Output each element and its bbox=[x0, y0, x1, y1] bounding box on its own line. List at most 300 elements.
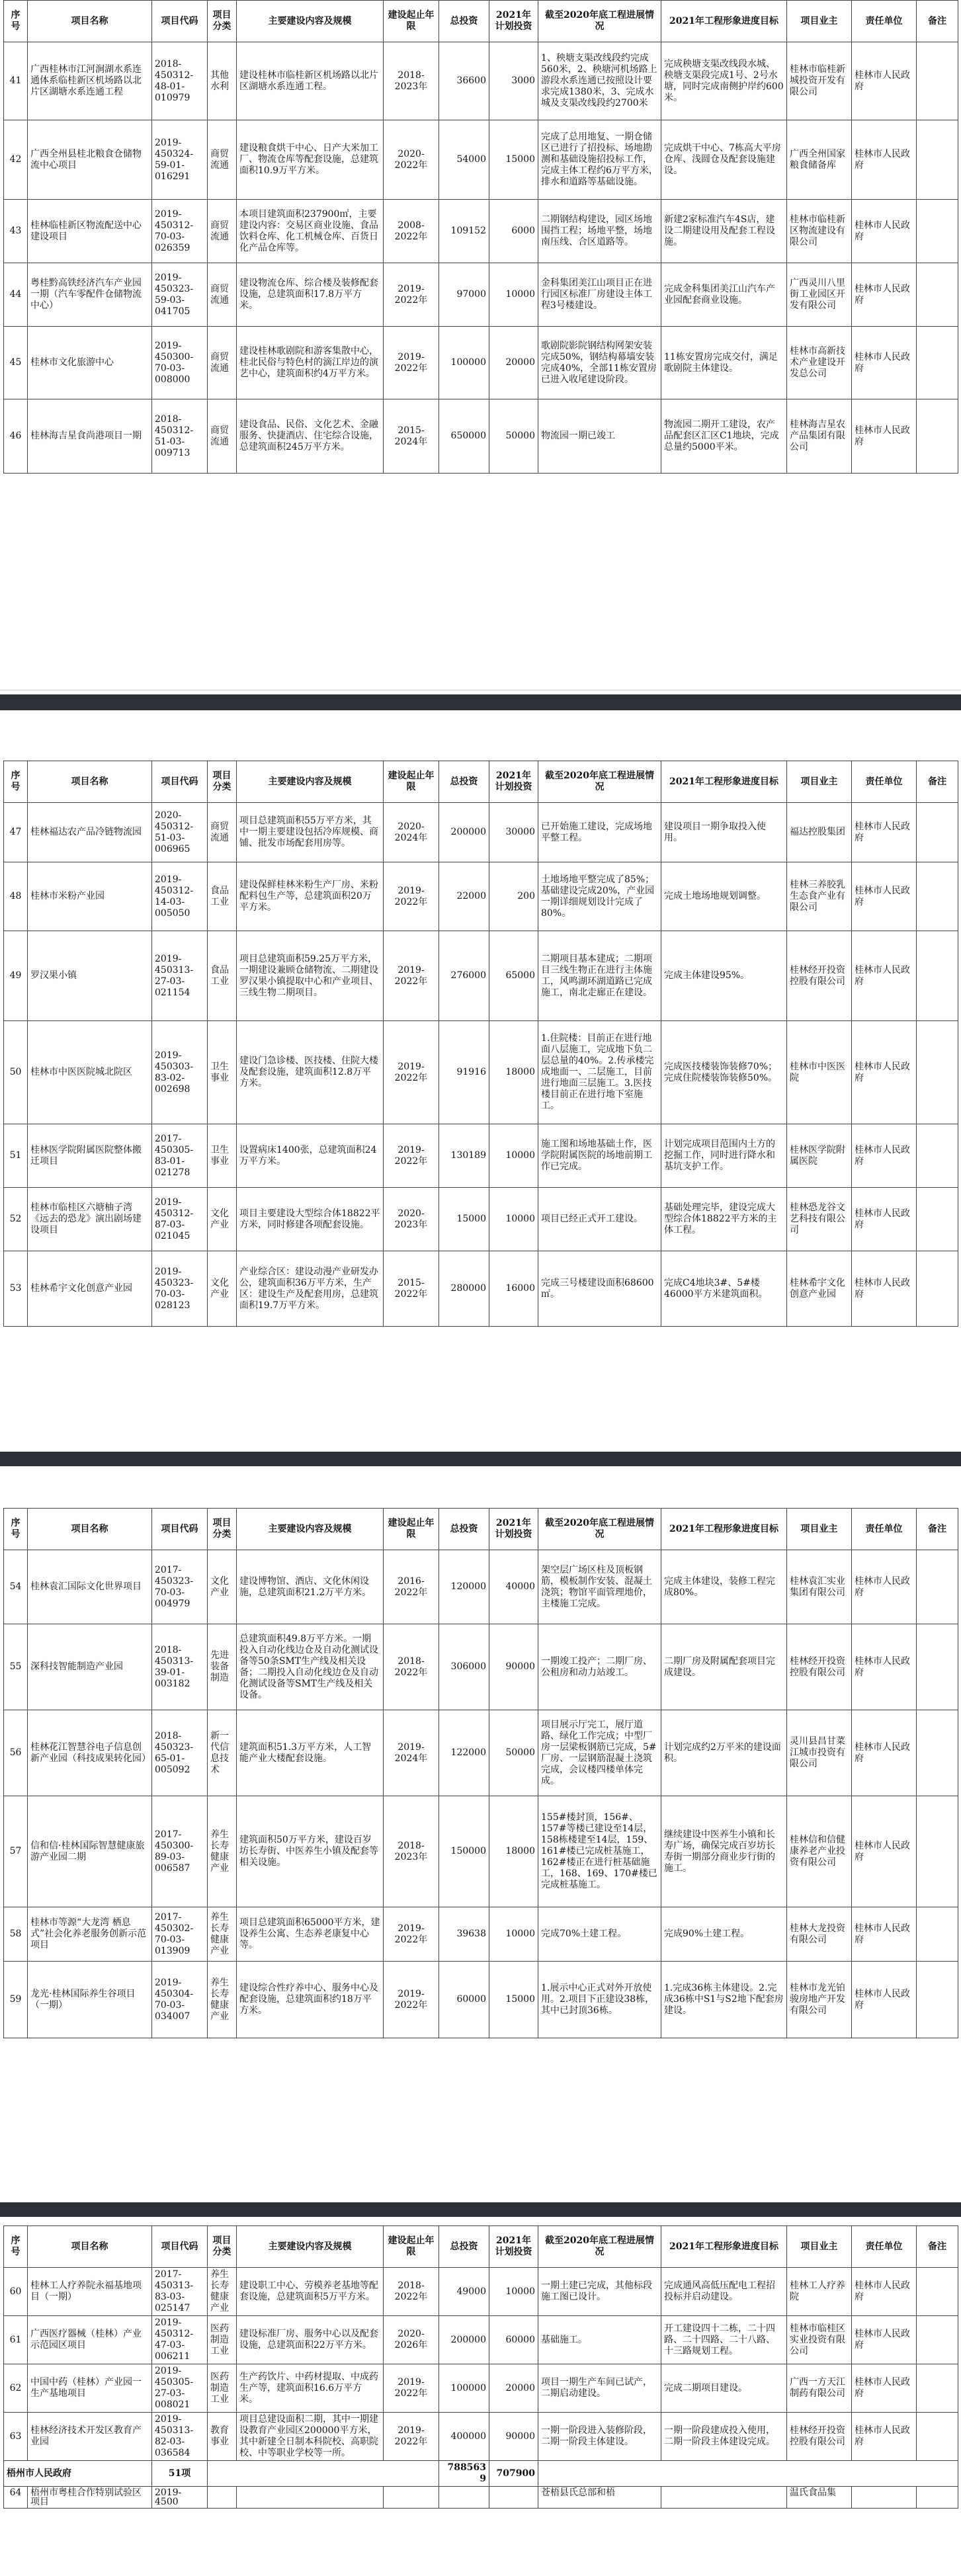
cell-owner: 桂林市高新技术产业建设开发总公司 bbox=[787, 327, 852, 399]
cell-code: 2017-450305-83-01-021278 bbox=[152, 1124, 208, 1188]
column-header: 总投资 bbox=[439, 2226, 489, 2268]
cell-unit: 桂林市人民政府 bbox=[852, 1710, 917, 1796]
column-header: 序号 bbox=[4, 1, 28, 42]
cell-cat: 卫生事业 bbox=[208, 1124, 237, 1188]
cell-target: 开工建设四十二栋，二十四路、二十四路、二十八路、十三路规划工程。 bbox=[661, 2316, 787, 2364]
cell-plan: 15000 bbox=[489, 120, 538, 200]
cell-cat: 商贸流通 bbox=[208, 327, 237, 399]
cell-period: 2020-2024年 bbox=[384, 803, 439, 862]
cell-total: 200000 bbox=[439, 2316, 489, 2364]
cell-note bbox=[917, 2268, 958, 2316]
cell-plan: 10000 bbox=[489, 1124, 538, 1188]
cell-name: 桂林袁汇国际文化世界项目 bbox=[28, 1550, 152, 1624]
column-header: 总投资 bbox=[439, 1, 489, 42]
cell-unit: 桂林市人民政府 bbox=[852, 2268, 917, 2316]
cell-cat: 养生长寿健康产业 bbox=[208, 1962, 237, 2038]
cell-period: 2016-2022年 bbox=[384, 1550, 439, 1624]
cell-period: 2019-2022年 bbox=[384, 263, 439, 327]
column-header: 项目业主 bbox=[787, 1, 852, 42]
cell-cat: 养生长寿健康产业 bbox=[208, 1796, 237, 1907]
cell-total: 400000 bbox=[439, 2413, 489, 2461]
cell-note bbox=[917, 1624, 958, 1710]
cell-period: 2015-2024年 bbox=[384, 399, 439, 474]
cell-no: 42 bbox=[4, 120, 28, 200]
table-row bbox=[4, 1550, 958, 1624]
cell-plan: 50000 bbox=[489, 1710, 538, 1796]
cell-code: 2017-450323-70-03-004979 bbox=[152, 1550, 208, 1624]
cell-note bbox=[917, 42, 958, 120]
cell-progress: 歌剧院影院钢结构网架安装完成50%，钢结构幕墙安装完成40%，全部11栋安置房已进入收尾建设阶段。 bbox=[538, 327, 661, 399]
cell-no: 63 bbox=[4, 2413, 28, 2461]
cell-note bbox=[917, 1021, 958, 1124]
cell-owner: 桂林三养胶乳生态食产业有限公司 bbox=[787, 862, 852, 931]
cell-owner: 桂林工人疗养院 bbox=[787, 2268, 852, 2316]
cell-period: 2019-2022年 bbox=[384, 862, 439, 931]
table-row bbox=[4, 803, 958, 862]
cell-unit: 桂林市人民政府 bbox=[852, 2413, 917, 2461]
cell-unit: 桂林市人民政府 bbox=[852, 120, 917, 200]
cell-progress: 二期钢结构建设，园区场地围挡工程；场地平整，场地南压线、合区道路等。 bbox=[538, 200, 661, 263]
cell-no: 59 bbox=[4, 1962, 28, 2038]
cell-owner: 广西灵川八里街工业园区开发有限公司 bbox=[787, 263, 852, 327]
cell-period: 2018-2023年 bbox=[384, 1796, 439, 1907]
column-header: 项目分类 bbox=[208, 2226, 237, 2268]
column-header: 备注 bbox=[917, 1509, 958, 1550]
cell-content: 建设标准厂房、服务中心以及配套设施，总建筑面积22万平方米。 bbox=[237, 2316, 384, 2364]
cell-target: 完成90%土建工程。 bbox=[661, 1907, 787, 1962]
cell-name: 桂林市文化旅游中心 bbox=[28, 327, 152, 399]
project-table-2 bbox=[3, 761, 958, 1327]
cell-progress: 物流园一期已竣工 bbox=[538, 399, 661, 474]
cell-cat: 养生长寿健康产业 bbox=[208, 2268, 237, 2316]
cell-cat: 商贸流通 bbox=[208, 263, 237, 327]
cell-progress: 一期竣工投产；二期厂房、公租房和动力站竣工。 bbox=[538, 1624, 661, 1710]
header-row bbox=[4, 761, 958, 803]
cell-owner: 桂林经开投资控股有限公司 bbox=[787, 2413, 852, 2461]
column-header: 2021年工程形象进度目标 bbox=[661, 1, 787, 42]
cell-no: 55 bbox=[4, 1624, 28, 1710]
cell-code: 2019-450304-70-03-034007 bbox=[152, 1962, 208, 2038]
column-header: 项目名称 bbox=[28, 1, 152, 42]
cell-name: 桂林工人疗养院永福基地项目（一期） bbox=[28, 2268, 152, 2316]
cell-plan bbox=[489, 2487, 538, 2509]
cell-content: 项目总建筑面积55万平方米，其中一期主要建设包括冷库规模、商铺、批发市场配套用房等。 bbox=[237, 803, 384, 862]
cell-no: 53 bbox=[4, 1251, 28, 1327]
cell-period: 2019-2024年 bbox=[384, 1710, 439, 1796]
cell-no: 43 bbox=[4, 200, 28, 263]
column-header: 项目代码 bbox=[152, 761, 208, 803]
cell-owner: 桂林市临桂新区物流建设有限公司 bbox=[787, 200, 852, 263]
cell-note bbox=[917, 120, 958, 200]
cell-progress: 二期项目基本建成；二期项目三线生物正在进行主体施工，风鸣湖环湖道路已完成施工，南北走廊正在建设。 bbox=[538, 931, 661, 1021]
cell-note bbox=[917, 399, 958, 474]
cell-plan: 10000 bbox=[489, 1188, 538, 1251]
cell-no: 56 bbox=[4, 1710, 28, 1796]
cell-target: 完成烘干中心、7栋高大平房仓库、浅圆仓及配套设施建设。 bbox=[661, 120, 787, 200]
cell-unit: 桂林市人民政府 bbox=[852, 1962, 917, 2038]
cell-content: 建筑面积51.3万平方米，人工智能产业大楼配套设施。 bbox=[237, 1710, 384, 1796]
cell-code: 2018-450312-48-01-010979 bbox=[152, 42, 208, 120]
cell-plan: 65000 bbox=[489, 931, 538, 1021]
cell-content: 建设博物馆、酒店、文化休闲设施，总建筑面积21.2万平方米。 bbox=[237, 1550, 384, 1624]
cell-code: 2019-450324-59-01-016291 bbox=[152, 120, 208, 200]
cell-name: 桂林医学院附属医院整体搬迁项目 bbox=[28, 1124, 152, 1188]
cell-note bbox=[917, 200, 958, 263]
cell-progress: 架空层广场区柱及顶板钢筋，模板制作安装、混凝土浇筑；物馆平面管理地价，主楼施工完成。 bbox=[538, 1550, 661, 1624]
cell-period: 2020-2022年 bbox=[384, 120, 439, 200]
column-header: 2021年工程形象进度目标 bbox=[661, 2226, 787, 2268]
header-row bbox=[4, 1, 958, 42]
table-row bbox=[4, 42, 958, 120]
column-header: 建设起止年限 bbox=[384, 2226, 439, 2268]
cell-plan: 60000 bbox=[489, 2316, 538, 2364]
column-header: 项目业主 bbox=[787, 761, 852, 803]
cell-no: 41 bbox=[4, 42, 28, 120]
cell-target: 计划完成项目范围内土方的挖掘工作，同时进行降水和基坑支护工作。 bbox=[661, 1124, 787, 1188]
cell-code: 2019-450312-47-03-006211 bbox=[152, 2316, 208, 2364]
summary-empty bbox=[538, 2461, 958, 2487]
column-header: 项目代码 bbox=[152, 1509, 208, 1550]
column-header: 截至2020年底工程进展情况 bbox=[538, 1509, 661, 1550]
cell-cat: 其他水利 bbox=[208, 42, 237, 120]
cell-cat: 文化产业 bbox=[208, 1251, 237, 1327]
cell-total: 120000 bbox=[439, 1550, 489, 1624]
header-row bbox=[4, 1509, 958, 1550]
cell-unit: 桂林市人民政府 bbox=[852, 42, 917, 120]
cell-unit: 桂林市人民政府 bbox=[852, 803, 917, 862]
cell-plan: 200 bbox=[489, 862, 538, 931]
cell-note bbox=[917, 1907, 958, 1962]
cell-total: 276000 bbox=[439, 931, 489, 1021]
cell-name: 桂林经济技术开发区教育产业园 bbox=[28, 2413, 152, 2461]
cell-content: 建设保鲜桂林米粉生产厂房、米粉配料包生产等，总建筑面积20万平方米。 bbox=[237, 862, 384, 931]
cell-unit: 桂林市人民政府 bbox=[852, 263, 917, 327]
cell-unit: 桂林市人民政府 bbox=[852, 327, 917, 399]
cell-name: 桂林花江智慧谷电子信息创新产业园（科技成果转化园） bbox=[28, 1710, 152, 1796]
cell-owner: 桂林市龙光铂骏房地产开发有限公司 bbox=[787, 1962, 852, 2038]
column-header: 责任单位 bbox=[852, 1509, 917, 1550]
cell-owner: 桂林海吉星农产品集团有限公司 bbox=[787, 399, 852, 474]
cell-plan: 20000 bbox=[489, 2364, 538, 2413]
cell-period: 2019-2022年 bbox=[384, 1021, 439, 1124]
cell-plan: 90000 bbox=[489, 1624, 538, 1710]
cell-note bbox=[917, 1796, 958, 1907]
cell-plan: 10000 bbox=[489, 2268, 538, 2316]
page-gap-2 bbox=[0, 1452, 961, 1466]
table-row bbox=[4, 2413, 958, 2461]
cell-content: 建设桂林市临桂新区机场路以北片区湖塘水系连通工程。 bbox=[237, 42, 384, 120]
cell-name: 桂林市临桂区六塘柚子湾《远去的恐龙》演出剧场建设项目 bbox=[28, 1188, 152, 1251]
column-header: 序号 bbox=[4, 1509, 28, 1550]
cell-no: 64 bbox=[4, 2487, 28, 2509]
summary-plan: 707900 bbox=[489, 2461, 538, 2487]
cell-code: 2017-450313-83-03-025147 bbox=[152, 2268, 208, 2316]
cell-owner: 桂林大龙投资有限公司 bbox=[787, 1907, 852, 1962]
cell-name: 桂林福达农产品冷链物流园 bbox=[28, 803, 152, 862]
cell-note bbox=[917, 2316, 958, 2364]
cell-content: 建设食品、民俗、文化艺术、金融服务、快捷酒店、住宅综合设施，总建筑面积245万平方米。 bbox=[237, 399, 384, 474]
cell-progress: 基础施工。 bbox=[538, 2316, 661, 2364]
cell-no: 62 bbox=[4, 2364, 28, 2413]
cell-cat: 文化产业 bbox=[208, 1188, 237, 1251]
cell-note bbox=[917, 931, 958, 1021]
cell-note bbox=[917, 862, 958, 931]
summary-total: 7885639 bbox=[439, 2461, 489, 2487]
cell-target: 完成主体建设95%。 bbox=[661, 931, 787, 1021]
cell-cat: 新一代信息技术 bbox=[208, 1710, 237, 1796]
cell-note bbox=[917, 1962, 958, 2038]
cell-target: 物流园二期开工建设，农产品配套区汇区C1地块，完成总量约5000平米。 bbox=[661, 399, 787, 474]
summary-row bbox=[4, 2461, 958, 2487]
column-header: 项目代码 bbox=[152, 2226, 208, 2268]
cell-code: 2019-450300-70-03-008000 bbox=[152, 327, 208, 399]
cell-note bbox=[917, 1251, 958, 1327]
cell-content: 本项目建筑面积237900㎡，主要建设内容：交易区商业设施、食品饮料仓库、化工机械仓库、百货日化产品仓库等。 bbox=[237, 200, 384, 263]
cell-name: 桂林市米粉产业园 bbox=[28, 862, 152, 931]
cell-owner: 桂林恐龙谷文艺科技有限公司 bbox=[787, 1188, 852, 1251]
cell-no: 44 bbox=[4, 263, 28, 327]
cell-code: 2019-450312-87-03-021045 bbox=[152, 1188, 208, 1251]
cell-no: 51 bbox=[4, 1124, 28, 1188]
cell-code: 2019-450305-27-03-008021 bbox=[152, 2364, 208, 2413]
cell-progress: 1.展示中心正式对外开放使用。2.项目下正建设38栋，其中已封顶36栋。 bbox=[538, 1962, 661, 2038]
cell-target: 新建2家标准汽车4S店，建设二期建设用及配套工程设施。 bbox=[661, 200, 787, 263]
cell-total: 306000 bbox=[439, 1624, 489, 1710]
cell-total: 100000 bbox=[439, 327, 489, 399]
cell-unit: 桂林市人民政府 bbox=[852, 399, 917, 474]
cell-code: 2019-4500 bbox=[152, 2487, 208, 2509]
cell-code: 2019-450313-27-03-021154 bbox=[152, 931, 208, 1021]
cell-no: 60 bbox=[4, 2268, 28, 2316]
table-row bbox=[4, 327, 958, 399]
cell-unit: 桂林市人民政府 bbox=[852, 1907, 917, 1962]
cell-content: 设置病床1400张，总建筑面积24万平方米。 bbox=[237, 1124, 384, 1188]
column-header: 截至2020年底工程进展情况 bbox=[538, 1, 661, 42]
cell-content: 总建筑面积49.8万平方米。一期投入自动化线边仓及自动化测试设备等50条SMT生产线及相关设备；二期投入自动化线边仓及自动化测试设备等SMT生产线及相关设备。 bbox=[237, 1624, 384, 1710]
summary-label: 梧州市人民政府 bbox=[4, 2461, 152, 2487]
column-header: 备注 bbox=[917, 761, 958, 803]
cell-name: 龙光·桂林国际养生谷项目（一期） bbox=[28, 1962, 152, 2038]
cell-cat: 商贸流通 bbox=[208, 399, 237, 474]
cell-progress: 1、秧塘支渠改线段约完成560米，2、秧塘河机场路上游段水系连通已按照设计要求完成1380米，3、完成水城及支渠改线段约2700米 bbox=[538, 42, 661, 120]
table-row bbox=[4, 1796, 958, 1907]
cell-plan: 50000 bbox=[489, 399, 538, 474]
cell-period: 2020-2026年 bbox=[384, 2316, 439, 2364]
cell-note bbox=[917, 1550, 958, 1624]
cell-content: 项目总建筑面积65000平方米，建设养生公寓、生态养老康复中心等。 bbox=[237, 1907, 384, 1962]
table-row bbox=[4, 1624, 958, 1710]
cell-target: 完成金科集团美江山汽车产业园配套商业设施。 bbox=[661, 263, 787, 327]
cell-progress: 项目已经正式开工建设。 bbox=[538, 1188, 661, 1251]
cell-progress: 项目展示厅完工，展厅道路、绿化工作完成；中型厂房一层梁板钢筋已完成，5#厂房、一层钢筋混凝土浇筑完成，会议楼四楼单体完成。 bbox=[538, 1710, 661, 1796]
cell-total: 150000 bbox=[439, 1796, 489, 1907]
column-header: 建设起止年限 bbox=[384, 1, 439, 42]
column-header: 项目分类 bbox=[208, 1, 237, 42]
cell-no: 46 bbox=[4, 399, 28, 474]
cell-total: 109152 bbox=[439, 200, 489, 263]
summary-count: 51项 bbox=[152, 2461, 208, 2487]
cell-cat: 文化产业 bbox=[208, 1550, 237, 1624]
cell-target: 完成主体建设，装修工程完成80%。 bbox=[661, 1550, 787, 1624]
cell-owner: 福达控股集团 bbox=[787, 803, 852, 862]
cell-note bbox=[917, 1710, 958, 1796]
cell-name: 桂林市中医医院城北院区 bbox=[28, 1021, 152, 1124]
cell-no: 50 bbox=[4, 1021, 28, 1124]
cell-name: 桂林希宇文化创意产业园 bbox=[28, 1251, 152, 1327]
cell-name: 桂林临桂新区物流配送中心建设项目 bbox=[28, 200, 152, 263]
cell-no: 52 bbox=[4, 1188, 28, 1251]
cell-target: 完成土地场地规划调整。 bbox=[661, 862, 787, 931]
cell-code: 2019-450312-14-03-005050 bbox=[152, 862, 208, 931]
cell-progress: 项目一期生产车间已试产，二期启动建设。 bbox=[538, 2364, 661, 2413]
cell-progress: 一期一阶段进入装修阶段，二期一阶段主体建设。 bbox=[538, 2413, 661, 2461]
cell-code: 2019-450323-70-03-028123 bbox=[152, 1251, 208, 1327]
column-header: 2021年工程形象进度目标 bbox=[661, 1509, 787, 1550]
cell-owner: 桂林经开投资控股有限公司 bbox=[787, 931, 852, 1021]
cell-content: 建设粮食烘干中心、日产大米加工厂、物流仓库等配套设施，总建筑面积10.9万平方米。 bbox=[237, 120, 384, 200]
cell-plan: 10000 bbox=[489, 1907, 538, 1962]
column-header: 项目业主 bbox=[787, 1509, 852, 1550]
cell-total: 15000 bbox=[439, 1188, 489, 1251]
cell-plan: 18000 bbox=[489, 1796, 538, 1907]
cell-period: 2019-2022年 bbox=[384, 2364, 439, 2413]
cell-total: 280000 bbox=[439, 1251, 489, 1327]
cell-target: 完成医技楼装饰装修70%；完成住院楼装饰装修50%。 bbox=[661, 1021, 787, 1124]
cell-total: 54000 bbox=[439, 120, 489, 200]
cell-period: 2020-2023年 bbox=[384, 1188, 439, 1251]
column-header: 项目名称 bbox=[28, 2226, 152, 2268]
column-header: 主要建设内容及规模 bbox=[237, 1509, 384, 1550]
cell-content: 建设物流仓库、综合楼及装修配套设施，总建筑面积17.8万平方米。 bbox=[237, 263, 384, 327]
doc-page-2 bbox=[3, 761, 958, 1327]
table-row bbox=[4, 120, 958, 200]
summary-empty bbox=[208, 2461, 439, 2487]
column-header: 建设起止年限 bbox=[384, 761, 439, 803]
cell-unit: 桂林市人民政府 bbox=[852, 931, 917, 1021]
cell-total: 22000 bbox=[439, 862, 489, 931]
cell-owner: 桂林市临桂新城投资开发有限公司 bbox=[787, 42, 852, 120]
cell-cat: 医药制造工业 bbox=[208, 2316, 237, 2364]
column-header: 序号 bbox=[4, 761, 28, 803]
cell-cat: 养生长寿健康产业 bbox=[208, 1907, 237, 1962]
cell-cat: 医药制造工业 bbox=[208, 2364, 237, 2413]
cell-owner: 桂林医学院附属医院 bbox=[787, 1124, 852, 1188]
cell-total: 91916 bbox=[439, 1021, 489, 1124]
page-gap-3 bbox=[0, 2202, 961, 2217]
cell-target: 基础处理完毕，建设完成大型综合体18822平方米的主体工程。 bbox=[661, 1188, 787, 1251]
cell-period: 2018-2022年 bbox=[384, 1624, 439, 1710]
cell-plan: 3000 bbox=[489, 42, 538, 120]
cell-name: 桂林市等源“大龙湾 栖息式”社会化养老服务创新示范项目 bbox=[28, 1907, 152, 1962]
cell-note bbox=[917, 2364, 958, 2413]
cell-plan: 90000 bbox=[489, 2413, 538, 2461]
cell-name: 罗汉果小镇 bbox=[28, 931, 152, 1021]
table-row bbox=[4, 931, 958, 1021]
table-row-partial bbox=[4, 2487, 958, 2509]
page-gap-1 bbox=[0, 694, 961, 710]
column-header: 2021年工程形象进度目标 bbox=[661, 761, 787, 803]
cell-code: 2019-450323-59-03-041705 bbox=[152, 263, 208, 327]
column-header: 项目名称 bbox=[28, 761, 152, 803]
cell-period: 2019-2022年 bbox=[384, 1962, 439, 2038]
cell-content: 建设综合性疗养中心、服务中心及配套设施，总建筑面积约18万平方米。 bbox=[237, 1962, 384, 2038]
cell-progress: 苍梧县氏总部和梧 bbox=[538, 2487, 661, 2509]
column-header: 项目名称 bbox=[28, 1509, 152, 1550]
cell-progress: 完成70%土建工程。 bbox=[538, 1907, 661, 1962]
column-header: 总投资 bbox=[439, 1509, 489, 1550]
cell-unit: 桂林市人民政府 bbox=[852, 1624, 917, 1710]
cell-target: 11栋安置房完成交付，满足歌剧院主体建设。 bbox=[661, 327, 787, 399]
cell-plan: 10000 bbox=[489, 263, 538, 327]
cell-name: 梧州市粤桂合作特别试验区项目 bbox=[28, 2487, 152, 2509]
cell-plan: 30000 bbox=[489, 803, 538, 862]
project-table-1 bbox=[3, 0, 958, 474]
cell-no: 49 bbox=[4, 931, 28, 1021]
cell-progress: 金科集团美江山项目正在进行园区标准厂房建设主体工程3号楼建设。 bbox=[538, 263, 661, 327]
cell-progress: 土地场地平整完成了85%；基础建设完成20%，产业园一期详细规划设计完成了80%。 bbox=[538, 862, 661, 931]
cell-no: 58 bbox=[4, 1907, 28, 1962]
cell-content: 建设桂林歌剧院和游客集散中心，桂北民俗与特色村的滴江岸边的演艺中心，建筑面积约4万平方米。 bbox=[237, 327, 384, 399]
cell-period: 2019-2022年 bbox=[384, 1907, 439, 1962]
table-row bbox=[4, 1188, 958, 1251]
column-header: 责任单位 bbox=[852, 761, 917, 803]
cell-plan: 15000 bbox=[489, 1962, 538, 2038]
cell-target: 完成C4地块3#、5#楼46000平方米建筑面积。 bbox=[661, 1251, 787, 1327]
cell-note bbox=[917, 263, 958, 327]
table-row bbox=[4, 2316, 958, 2364]
cell-unit: 桂林市人民政府 bbox=[852, 1251, 917, 1327]
cell-code: 2019-450312-70-03-026359 bbox=[152, 200, 208, 263]
cell-no: 48 bbox=[4, 862, 28, 931]
cell-period: 2018-2022年 bbox=[384, 2268, 439, 2316]
cell-owner: 灵川县昌甘菜江城市投资有限公司 bbox=[787, 1710, 852, 1796]
table-row bbox=[4, 1907, 958, 1962]
column-header: 2021年计划投资 bbox=[489, 1, 538, 42]
cell-progress: 155#楼封顶，156#、157#等楼已建设至14层，158栋楼建至14层，159、161#楼已完成桩基施工，162#楼正在进行桩基础施工，168、169、170#楼已完成桩基施工。 bbox=[538, 1796, 661, 1907]
cell-unit bbox=[852, 2487, 917, 2509]
column-header: 主要建设内容及规模 bbox=[237, 1, 384, 42]
table-row bbox=[4, 263, 958, 327]
cell-unit: 桂林市人民政府 bbox=[852, 200, 917, 263]
cell-progress: 一期土建已完成，其他标段施工图已设计。 bbox=[538, 2268, 661, 2316]
doc-page-3 bbox=[3, 1508, 958, 2038]
cell-unit: 桂林市人民政府 bbox=[852, 1550, 917, 1624]
cell-code: 2017-450302-70-03-013909 bbox=[152, 1907, 208, 1962]
cell-code: 2019-450303-83-02-002698 bbox=[152, 1021, 208, 1124]
cell-total: 130189 bbox=[439, 1124, 489, 1188]
cell-plan: 20000 bbox=[489, 327, 538, 399]
cell-unit: 桂林市人民政府 bbox=[852, 2364, 917, 2413]
cell-target: 完成秧塘支渠改线段水城、秧塘支渠段完成1号、2号水塘，同时完成南侧护岸约600米。 bbox=[661, 42, 787, 120]
cell-cat: 食品工业 bbox=[208, 931, 237, 1021]
cell-period: 2008-2022年 bbox=[384, 200, 439, 263]
table-row bbox=[4, 1021, 958, 1124]
cell-target bbox=[661, 2487, 787, 2509]
cell-cat: 商贸流通 bbox=[208, 120, 237, 200]
cell-name: 桂林海吉星食尚港项目一期 bbox=[28, 399, 152, 474]
cell-content: 项目主要建设大型综合体18822平方米，同时修建各项配套设施。 bbox=[237, 1188, 384, 1251]
cell-target: 完成二期项目建设。 bbox=[661, 2364, 787, 2413]
cell-unit: 桂林市人民政府 bbox=[852, 1124, 917, 1188]
column-header: 主要建设内容及规模 bbox=[237, 2226, 384, 2268]
cell-code: 2018-450313-39-01-003182 bbox=[152, 1624, 208, 1710]
column-header: 序号 bbox=[4, 2226, 28, 2268]
cell-note bbox=[917, 1124, 958, 1188]
cell-target: 完成通风高低压配电工程招投标并启动建设。 bbox=[661, 2268, 787, 2316]
cell-progress: 施工图和场地基础土作，医学院附属医院的场地前期工作已完成。 bbox=[538, 1124, 661, 1188]
column-header: 截至2020年底工程进展情况 bbox=[538, 2226, 661, 2268]
cell-no: 54 bbox=[4, 1550, 28, 1624]
